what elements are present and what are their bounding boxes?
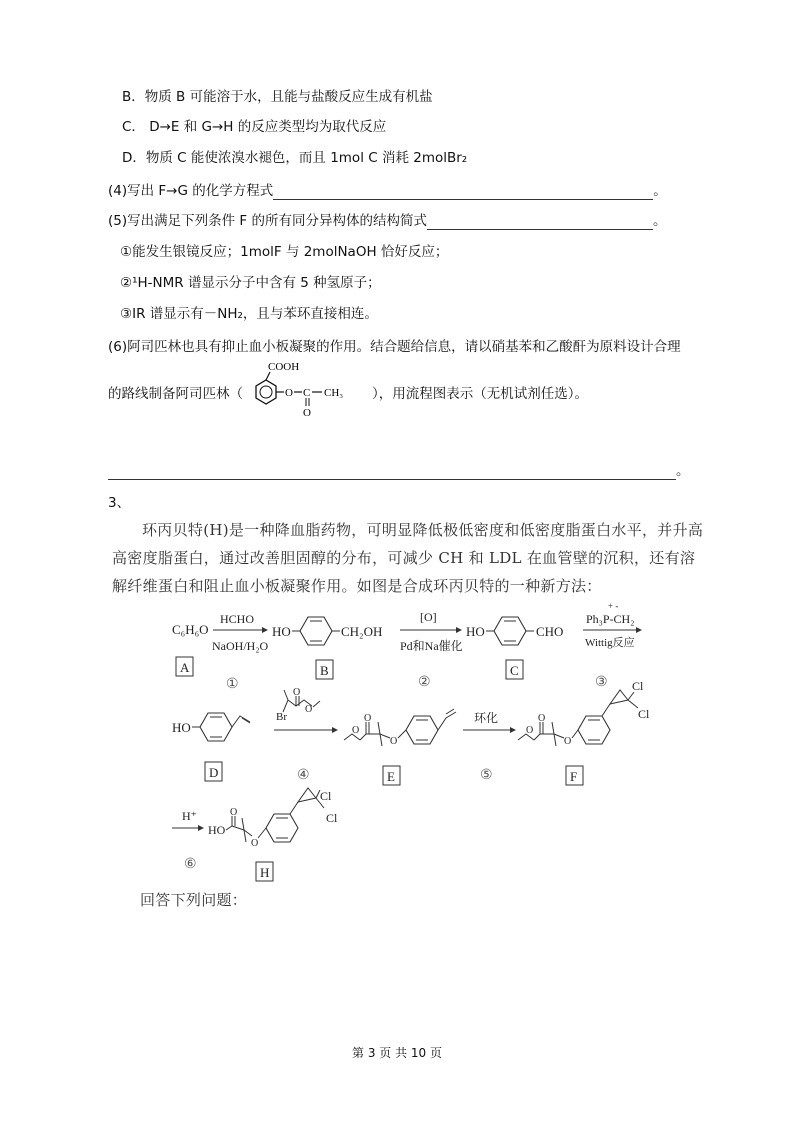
compound-e-o1: O	[352, 725, 360, 736]
compound-c-cho: CHO	[536, 624, 564, 639]
synthesis-scheme	[0, 600, 794, 890]
step-1: ①	[226, 677, 239, 692]
reagent-1-bottom: NaOH/H₂O	[212, 639, 269, 653]
question-3-paragraph	[112, 516, 704, 600]
label-d: D	[209, 765, 219, 780]
compound-h-o1: O	[230, 807, 238, 818]
label-h: H	[260, 865, 270, 880]
question-6-answer-line	[108, 462, 690, 480]
compound-f-cl1: Cl	[632, 679, 644, 693]
reagent-5: 环化	[474, 711, 499, 725]
reagent-4-br: Br	[276, 711, 287, 723]
compound-a-formula: C₆H₆O	[172, 622, 209, 637]
label-e: E	[387, 769, 395, 784]
compound-d-ho: HO	[172, 720, 191, 735]
reagent-2-bottom: Pd和Na催化	[400, 639, 463, 653]
reagent-3-bottom: Wittig反应	[585, 637, 635, 649]
page-footer: 第 3 页 共 10 页	[352, 1046, 442, 1060]
question-5	[108, 212, 666, 230]
compound-h-cl1: Cl	[320, 789, 332, 803]
compound-h-o2: O	[251, 838, 259, 849]
question-4-end: 。	[653, 183, 667, 199]
compound-h-cl2: Cl	[326, 811, 338, 825]
question-6-line1: (6)阿司匹林也具有抑止血小板凝聚的作用。结合题给信息，请以硝基苯和乙酸酐为原料设计合理	[108, 339, 681, 355]
label-b: B	[320, 663, 329, 678]
cooh-label: COOH	[268, 361, 300, 373]
option-d: D．物质 C 能使浓溴水褪色，而且 1mol C 消耗 2molBr₂	[122, 150, 468, 166]
answer-blank-4[interactable]	[273, 183, 653, 200]
carbonyl-carbon: C	[303, 387, 311, 399]
compound-b-ch2oh: CH₂OH	[341, 624, 383, 639]
condition-2: ②¹H-NMR 谱显示分子中含有 5 种氢原子；	[120, 275, 381, 291]
reagent-4-o1: O	[293, 687, 301, 698]
step-5: ⑤	[480, 768, 493, 783]
aspirin-structure	[244, 360, 374, 418]
reagent-3-top: Ph₃P-CH₂	[586, 612, 635, 626]
compound-h-ho: HO	[208, 823, 226, 837]
option-b: B．物质 B 可能溶于水，且能与盐酸反应生成有机盐	[122, 89, 433, 105]
question-6-line2a: 的路线制备阿司匹林（	[108, 386, 243, 402]
reagent-1-top: HCHO	[220, 612, 255, 626]
step-2: ②	[418, 675, 431, 690]
question-5-end: 。	[652, 213, 667, 229]
question-6-end: 。	[676, 463, 690, 479]
reagent-3-charge: + -	[608, 601, 619, 611]
ester-oxygen: O	[285, 387, 293, 399]
answer-blank-5[interactable]	[427, 213, 653, 230]
compound-f-o2: O	[538, 713, 546, 724]
step-4: ④	[297, 768, 310, 783]
carbonyl-oxygen: O	[303, 407, 311, 418]
step-3: ③	[595, 675, 608, 690]
question-4	[108, 182, 667, 200]
compound-e-o2: O	[364, 713, 372, 724]
option-c: C． D→E 和 G→H 的反应类型均为取代反应	[122, 119, 387, 135]
compound-h-cyclopropane	[298, 788, 316, 802]
step-6: ⑥	[184, 857, 197, 872]
compound-f-o3: O	[564, 736, 572, 747]
question-4-text: (4)写出 F→G 的化学方程式	[108, 183, 274, 199]
methyl-label: CH₃	[324, 387, 344, 399]
compound-f-cyclopropane	[610, 690, 628, 704]
question-6-line2b: ），用流程图表示（无机试剂任选）。	[372, 386, 588, 402]
compound-f-cl2: Cl	[638, 707, 650, 721]
answer-blank-6[interactable]	[108, 465, 676, 480]
reagent-6: H⁺	[182, 809, 197, 823]
question-5-text: (5)写出满足下列条件 F 的所有同分异构体的结构简式	[108, 213, 427, 229]
label-a: A	[180, 660, 190, 675]
condition-1: ①能发生银镜反应；1molF 与 2molNaOH 恰好反应；	[120, 244, 449, 260]
condition-3: ③IR 谱显示有－NH₂，且与苯环直接相连。	[120, 306, 378, 322]
reagent-2-top: [O]	[420, 610, 437, 624]
question-3-paragraph-text: 环丙贝特(H)是一种降血脂药物，可明显降低极低密度和低密度脂蛋白水平，并升高高密度脂蛋白，通过改善胆固醇的分布，可减少 CH 和 LDL 在血管壁的沉积，还有溶解纤维蛋白和阻止血小板凝聚作用。如图是合成环丙贝特的一种新方法：	[112, 521, 704, 595]
compound-f-o1: O	[526, 725, 534, 736]
compound-c-ho: HO	[466, 624, 485, 639]
compound-b-ho: HO	[272, 624, 291, 639]
reagent-4-o2: O	[305, 704, 313, 715]
label-f: F	[570, 769, 578, 784]
question-3-number: 3、	[108, 495, 131, 511]
compound-e-o3: O	[390, 736, 398, 747]
answer-prompt: 回答下列问题：	[140, 891, 248, 909]
label-c: C	[510, 663, 519, 678]
